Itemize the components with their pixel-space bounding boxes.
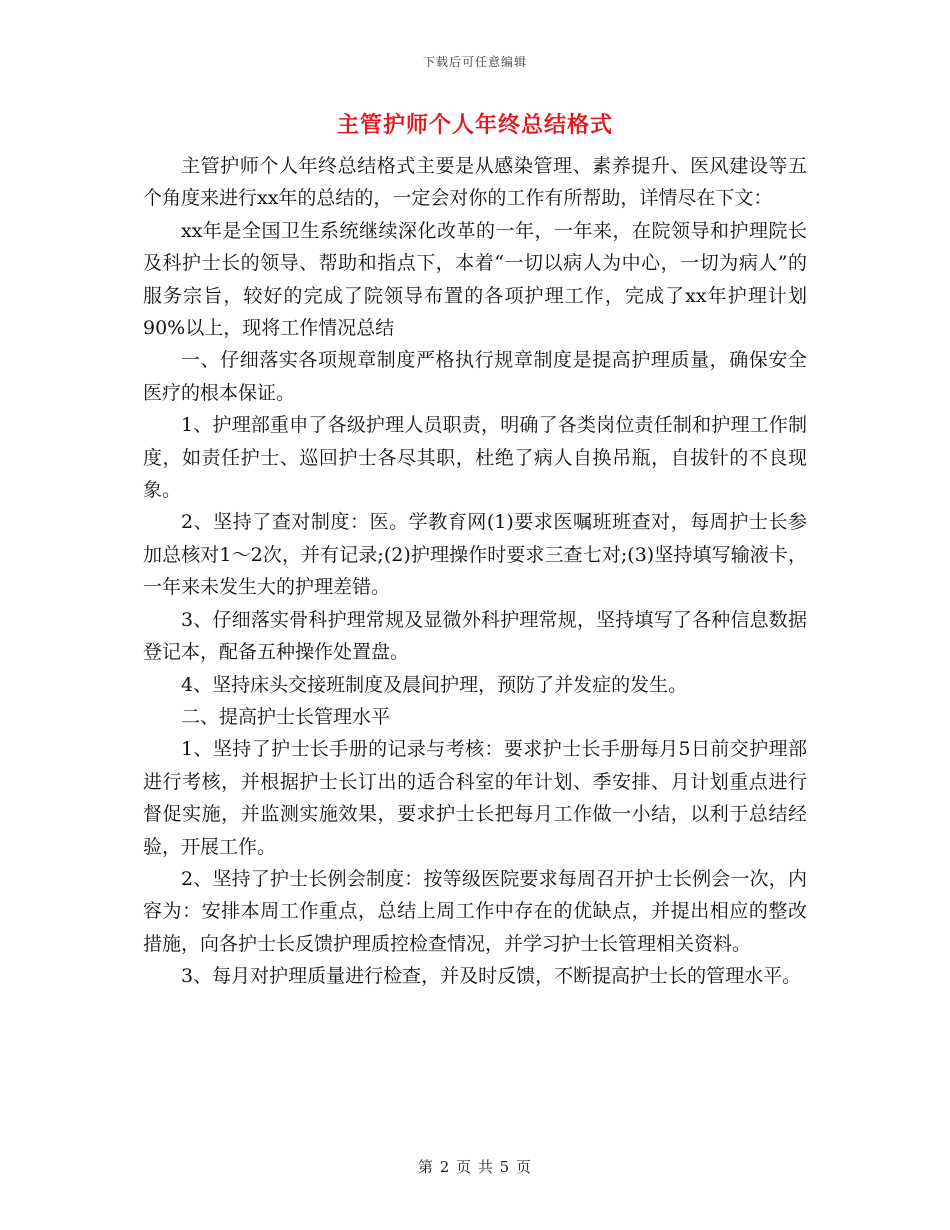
paragraph-item: 2、坚持了查对制度：医。学教育网(1)要求医嘱班班查对，每周护士长参加总核对1～2次，并有记录;(2)护理操作时要求三查七对;(3)坚持填写输液卡，一年来未发生大的护理差错。 <box>143 511 807 599</box>
document-title: 主管护师个人年终总结格式 <box>336 112 613 138</box>
document-body <box>143 150 807 993</box>
paragraph-item: 4、坚持床头交接班制度及晨间护理，预防了并发症的发生。 <box>181 673 688 696</box>
paragraph-item: 3、仔细落实骨科护理常规及显微外科护理常规，坚持填写了各种信息数据登记本，配备五种操作处置盘。 <box>143 608 807 664</box>
page-number-footer: 第 2 页 共 5 页 <box>418 1158 532 1176</box>
paragraph-item: 3、每月对护理质量进行检查，并及时反馈，不断提高护士长的管理水平。 <box>181 965 802 988</box>
paragraph-overview: xx年是全国卫生系统继续深化改革的一年，一年来，在院领导和护理院长及科护士长的领导、帮助和指点下，本着“一切以病人为中心，一切为病人”的服务宗旨，较好的完成了院领导布置的各项护理工作，完成了xx年护理计划90%以上，现将工作情况总结 <box>143 219 807 340</box>
paragraph-item: 2、坚持了护士长例会制度：按等级医院要求每周召开护士长例会一次，内容为：安排本周工作重点，总结上周工作中存在的优缺点，并提出相应的整改措施，向各护士长反馈护理质控检查情况，并学习护士长管理相关资料。 <box>143 867 807 955</box>
section-heading-rules: 一、仔细落实各项规章制度严格执行规章制度是提高护理质量，确保安全医疗的根本保证。 <box>143 349 807 404</box>
section-heading-management: 二、提高护士长管理水平 <box>181 705 391 728</box>
header-note: 下载后可任意编辑 <box>422 55 527 69</box>
paragraph-intro: 主管护师个人年终总结格式主要是从感染管理、素养提升、医风建设等五个角度来进行xx年的总结的，一定会对你的工作有所帮助，详情尽在下文： <box>143 155 807 210</box>
paragraph-item: 1、坚持了护士长手册的记录与考核：要求护士长手册每月5日前交护理部进行考核，并根据护士长订出的适合科室的年计划、季安排、月计划重点进行督促实施，并监测实施效果，要求护士长把每月工作做一小结，以利于总结经验，开展工作。 <box>143 738 807 858</box>
paragraph-item: 1、护理部重申了各级护理人员职责，明确了各类岗位责任制和护理工作制度，如责任护士、巡回护士各尽其职，杜绝了病人自换吊瓶，自拔针的不良现象。 <box>143 414 807 502</box>
